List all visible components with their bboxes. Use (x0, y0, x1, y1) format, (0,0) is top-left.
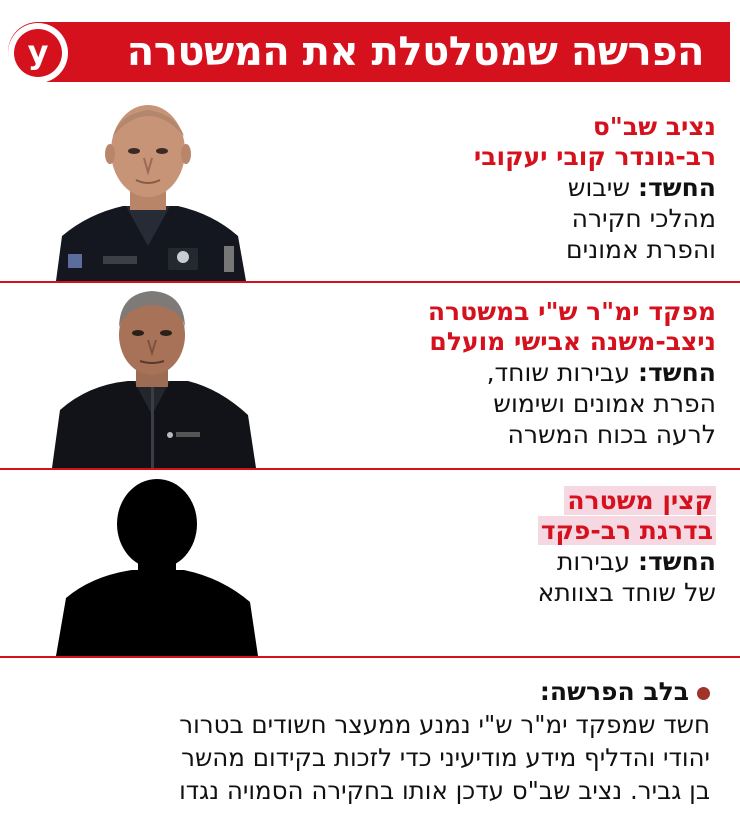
person-1-photo (48, 96, 248, 281)
summary-section (179, 676, 710, 807)
person-3-text (538, 486, 716, 608)
header-bar (8, 22, 730, 82)
person-3-rank: בדרגת רב-פקד (538, 516, 716, 545)
person-2-name: ניצב-משנה אבישי מועלם (429, 327, 716, 356)
person-3-title: קצין משטרה (564, 486, 716, 515)
person-3-silhouette-icon (52, 478, 262, 656)
person-3-suspect-label: החשד: (637, 547, 716, 576)
section-divider (0, 281, 740, 283)
summary-title: בלב הפרשה: (539, 677, 689, 706)
summary-line-1: חשד שמפקד ימ"ר ש"י נמנע ממעצר חשודים בטרור (179, 710, 710, 739)
person-1-name: רב-גונדר קובי יעקובי (473, 142, 716, 171)
person-1-suspect-label: החשד: (637, 173, 716, 202)
person-3-suspicion-1: עבירות (556, 547, 631, 576)
page-title: הפרשה שמטלטלת את המשטרה (126, 29, 704, 75)
person-1-suspicion-3: והפרת אמונים (566, 235, 716, 264)
person-1-text (474, 112, 716, 265)
person-2-title: מפקד ימ"ר ש"י במשטרה (427, 297, 716, 326)
person-1-suspicion-2: מהלכי חקירה (571, 204, 716, 233)
person-3-suspicion-2: של שוחד בצוותא (537, 578, 716, 607)
logo-letter: y (14, 29, 62, 77)
person-1-title: נציב שב"ס (592, 112, 716, 141)
person-2-suspicion-1: עבירות שוחד, (486, 358, 631, 387)
person-1-suspicion-1: שיבוש (567, 173, 631, 202)
person-2-suspicion-3: לרעה בכוח המשרה (507, 420, 716, 449)
person-2-suspect-label: החשד: (637, 358, 716, 387)
section-divider (0, 468, 740, 470)
publication-logo (8, 23, 68, 83)
person-2-photo (48, 285, 258, 468)
person-2-suspicion-2: הפרת אמונים ושימוש (493, 389, 716, 418)
person-2-text (428, 297, 716, 450)
summary-line-3: בן גביר. נציב שב"ס עדכן אותו בחקירה הסמויה נגדו (179, 776, 710, 805)
section-divider (0, 656, 740, 658)
summary-line-2: יהודי והדליף מידע מודיעיני כדי לזכות בקידום מהשר (181, 743, 710, 772)
bullet-dot-icon (697, 687, 710, 700)
